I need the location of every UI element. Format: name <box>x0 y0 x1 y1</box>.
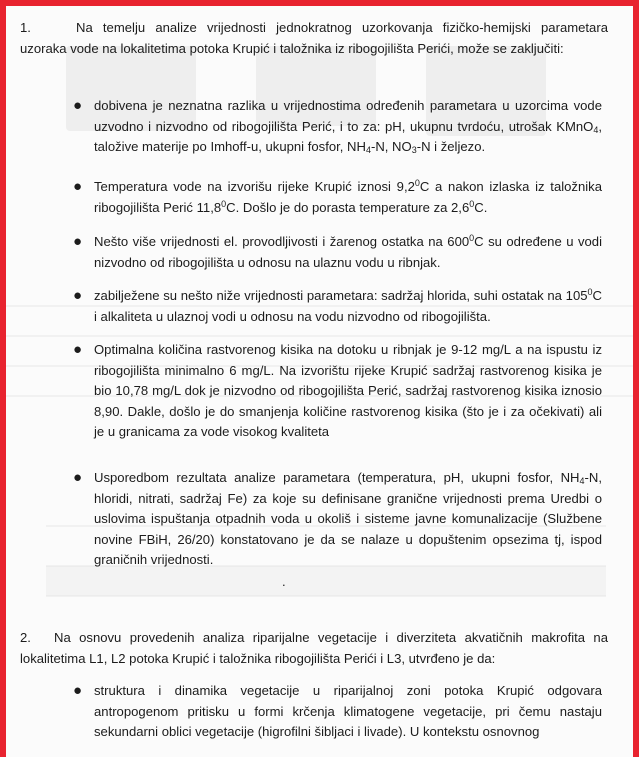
list-item <box>73 340 602 443</box>
list-item <box>73 96 602 158</box>
bullet-dot-icon: ● <box>73 233 83 250</box>
list-item <box>73 468 602 571</box>
bullet-dot-icon: ● <box>73 469 83 486</box>
bullet-text: zabilježene su nešto niže vrijednosti parametara: sadržaj hlorida, suhi ostatak na $105^0C$ i alkaliteta u ulaznoj vodi u odnosu na vodu nizvodno od ribogojilišta. <box>94 287 602 324</box>
bullet-text: struktura i dinamika vegetacije u riparijalnoj zoni potoka Krupić odgovara antropogenom pritisku u formi krčenja klimatogene vegetacije, pri čemu nastaju sekundarni oblici vegetacije (higrofilni šibljaci i livade). U kontekstu osnovnog <box>94 683 602 739</box>
document-page <box>6 6 633 757</box>
bullet-dot-icon: ● <box>73 341 83 358</box>
list-item <box>73 286 602 327</box>
section-2-intro <box>20 628 608 669</box>
bullet-dot-icon: ● <box>73 97 83 114</box>
bullet-dot-icon: ● <box>73 287 83 304</box>
section-1-intro-text: Na temelju analize vrijednosti jednokratnog uzorkovanja fizičko-hemijski parametara uzoraka vode na lokalitetima potoka Krupić i taložnika iz ribogojilišta Perići, može se zaključiti: <box>20 20 608 56</box>
section-1-number: 1. <box>20 20 31 35</box>
bullet-text: dobivena je neznatna razlika u vrijednostima određenih parametara u uzorcima vode uzvodno i nizvodno od ribogojilišta Perić, i to za: pH, ukupnu tvrdoću, utrošak KMnO$_4$, taložive materije po Imhoff-u, ukupni fosfor, $NH_4-N$, $NO_3-N$ i željezo. <box>94 98 602 155</box>
bullet-text: Optimalna količina rastvorenog kisika na dotoku u ribnjak je 9-12 mg/L a na ispustu iz ribogojilišta minimalno 6 mg/L. Na izvorištu rijeke Krupić sadržaj rastvorenog kisika je bio 10,78 mg/L dok je nizvodno od ribogojilišta Perić, sadržaj rastvorenog kisika iznosio 8,90. Dakle, došlo je do smanjenja količine rastvorenog kisika (što je i za očekivati) ali je u granicama za vode visokog kvaliteta <box>94 342 602 439</box>
list-item <box>73 681 602 743</box>
bullet-dot-icon: ● <box>73 682 83 699</box>
section-2-number: 2. <box>20 630 31 645</box>
section-1-intro <box>20 18 608 59</box>
bullet-text: Temperatura vode na izvorišu rijeke Krupić iznosi $9,2^0C$ a nakon izlaska iz taložnika ribogojilišta Perić 11,8$^0$C. Došlo je do porasta temperature za $2,6^0C$. <box>94 178 602 215</box>
list-item <box>73 232 603 273</box>
section-2-intro-text: Na osnovu provedenih analiza riparijalne vegetacije i diverziteta akvatičnih makrofita na lokalitetima L1, L2 potoka Krupić i taložnika ribogojilišta Perići i L3, utvrđeno je da: <box>20 630 608 666</box>
bullet-text: Nešto više vrijednosti el. provodljivosti i žarenog ostatka na $600^0C$ su određene u vodi nizvodno od ribogojilišta u odnosu na ulaznu vodu u ribnjak. <box>94 233 603 270</box>
bullet-text: Usporedbom rezultata analize parametara (temperatura, pH, ukupni fosfor, $NH_4-N$, hloridi, nitrati, sadržaj Fe) za koje su definisane granične vrijednosti prema Uredbi o uslovima ispuštanja otpadnih voda u okoliš i sisteme javne komunalizacije (Službene novine FBiH, 26/20) konstatovano je da se nalaze u dopuštenim opsezima tj, ispod graničnih vrijednosti. <box>94 470 602 567</box>
stray-mark: . <box>282 574 286 589</box>
list-item <box>73 177 602 218</box>
bullet-dot-icon: ● <box>73 178 83 195</box>
